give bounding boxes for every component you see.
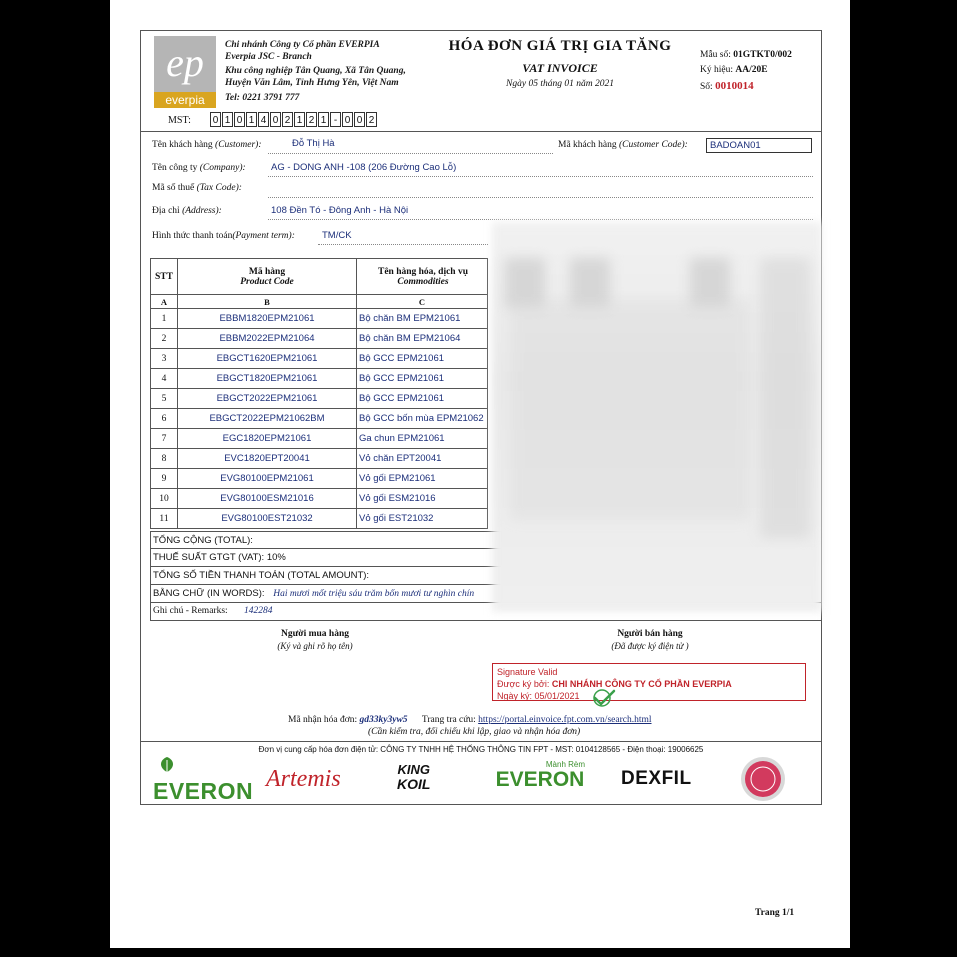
table-row [151,349,488,369]
left-black-border [0,0,110,957]
logo-mark: ep [166,40,204,85]
mst-digit: 1 [222,112,233,127]
company-label: Tên công ty (Company): [152,163,246,173]
cell-code: EBBM1820EPM21061 [178,309,357,329]
address-label: Địa chỉ (Address): [152,206,222,216]
page-number: Trang 1/1 [755,908,795,918]
mst-digit: - [330,112,341,127]
customer-code-label: Mã khách hàng (Customer Code): [558,140,688,150]
table-row [151,489,488,509]
dexfil-logo: DEXFIL [621,768,692,789]
cell-code: EBGCT1820EPM21061 [178,369,357,389]
mst-digit: 2 [282,112,293,127]
cell-name: Vỏ gối EPM21061 [357,469,488,489]
items-table [150,258,488,529]
signature-check-icon [590,688,616,708]
form-number [700,50,792,60]
everon-logo [153,756,254,804]
mst-digit: 0 [354,112,365,127]
redacted-spot [510,300,750,520]
lookup-note: (Cần kiểm tra, đối chiếu khi lập, giao và nhận hóa đơn) [368,727,581,737]
in-words-row: BẰNG CHỮ (IN WORDS): Hai mươi mốt triệu sáu trăm bốn mươi tư nghìn chín [150,585,822,603]
customer-label: Tên khách hàng (Customer): [152,140,262,150]
seller-address-1: Khu công nghiệp Tân Quang, Xã Tân Quang, [225,66,406,76]
number-value: 0010014 [715,80,754,92]
lookup-code: gd33ky3yw5 [359,715,408,725]
mst-label: MST: [168,115,191,126]
cell-code: EVG80100EST21032 [178,509,357,529]
cell-stt: 8 [151,449,178,469]
seller-sign-sub: (Đã được ký điện tử ) [611,641,689,651]
total-amount-row: TỔNG SỐ TIỀN THANH TOÁN (TOTAL AMOUNT): [150,567,502,585]
vat-row: THUẾ SUẤT GTGT (VAT): 10% [150,549,502,567]
mst-digit: 2 [366,112,377,127]
remarks-value: 142284 [244,606,273,616]
invoice-title: HÓA ĐƠN GIÁ TRỊ GIA TĂNG [448,38,672,54]
cell-name: Bộ GCC bốn mùa EPM21062 [357,409,488,429]
header-divider [140,131,822,132]
table-row [151,429,488,449]
col-letter-b: B [178,295,357,309]
lookup-url[interactable]: https://portal.einvoice.fpt.com.vn/search.html [478,715,652,725]
cell-name: Bộ GCC EPM21061 [357,349,488,369]
mst-digit: 1 [294,112,305,127]
cell-name: Vỏ gối EST21032 [357,509,488,529]
customer-line [268,153,553,154]
cell-code: EBGCT1620EPM21061 [178,349,357,369]
signed-date: Ngày ký: 05/01/2021 [497,691,580,701]
tax-code-line [268,197,813,198]
cell-stt: 11 [151,509,178,529]
mst-digit: 2 [306,112,317,127]
cell-code: EVG80100ESM21016 [178,489,357,509]
kingkoil-logo: KING KOIL [397,762,431,792]
cell-stt: 2 [151,329,178,349]
buyer-sign-sub: (Ký và ghi rõ họ tên) [277,641,353,651]
table-row [151,469,488,489]
cell-name: Vỏ chăn EPT20041 [357,449,488,469]
number-label: Số: [700,82,713,92]
mst-digit: 0 [270,112,281,127]
seller-sign-title: Người bán hàng [617,629,683,639]
signature-valid: Signature Valid [497,667,558,677]
header-stt: STT [151,259,178,295]
cell-code: EGC1820EPM21061 [178,429,357,449]
form-value: 01GTKT0/002 [733,50,792,60]
cell-stt: 6 [151,409,178,429]
mst-boxes [210,112,378,127]
everon-manhrem-logo: Mành Rèm EVERON [495,760,585,791]
company-line [268,176,813,177]
invoice-symbol [700,65,768,75]
header-commodities: Tên hàng hóa, dịch vụ Commodities [357,259,488,295]
cell-stt: 10 [151,489,178,509]
cell-name: Vỏ gối ESM21016 [357,489,488,509]
invoice-number [700,80,754,92]
address-line [268,219,813,220]
table-row [151,509,488,529]
customer-code-value: BADOAN01 [706,138,812,153]
cell-code: EVC1820EPT20041 [178,449,357,469]
cell-name: Ga chun EPM21061 [357,429,488,449]
bottom-black-border [0,948,957,957]
mst-digit: 0 [234,112,245,127]
payment-label: Hình thức thanh toán(Payment term): [152,231,295,241]
invoice-subtitle: VAT INVOICE [522,61,598,75]
table-row [151,409,488,429]
table-row [151,309,488,329]
cell-code: EVG80100EPM21061 [178,469,357,489]
form-label: Mẫu số: [700,50,731,60]
mst-digit: 0 [342,112,353,127]
col-letter-c: C [357,295,488,309]
einvoice-provider: Đơn vị cung cấp hóa đơn điện tử: CÔNG TY TNHH HỆ THỐNG THÔNG TIN FPT - MST: 0104128565 - Điện thoại: 19006625 [258,745,704,754]
cell-stt: 1 [151,309,178,329]
mst-digit: 0 [210,112,221,127]
seller-name-en: Everpia JSC - Branch [225,52,312,62]
footer-divider [140,741,822,742]
signed-by: Được ký bởi: CHI NHÁNH CÔNG TY CỔ PHẦN EVERPIA [497,679,732,689]
cell-stt: 4 [151,369,178,389]
cell-stt: 3 [151,349,178,369]
seller-address-2: Huyện Văn Lâm, Tỉnh Hưng Yên, Việt Nam [225,78,399,88]
address-value: 108 Đền Tó - Đông Anh - Hà Nội [271,205,409,216]
in-words-value: Hai mươi mốt triệu sáu trăm bốn mươi tư nghìn chín [273,589,475,599]
tax-code-label: Mã số thuế (Tax Code): [152,183,242,193]
cell-code: EBBM2022EPM21064 [178,329,357,349]
seller-phone: Tel: 0221 3791 777 [225,93,300,103]
symbol-label: Ký hiệu: [700,65,733,75]
digital-signature-box [492,663,806,701]
cell-name: Bộ chăn BM EPM21061 [357,309,488,329]
symbol-value: AA/20E [735,65,768,75]
company-value: AG - DONG ANH -108 (206 Đường Cao Lỗ) [271,162,457,173]
table-row [151,389,488,409]
table-row [151,449,488,469]
cell-code: EBGCT2022EPM21061 [178,389,357,409]
comfort-badge-icon [740,756,786,802]
buyer-sign-title: Người mua hàng [281,629,349,639]
mst-digit: 1 [318,112,329,127]
payment-line [318,244,488,245]
invoice-date: Ngày 05 tháng 01 năm 2021 [506,79,614,89]
everon-text: EVERON [153,778,254,804]
cell-stt: 9 [151,469,178,489]
cell-stt: 5 [151,389,178,409]
seller-name-vi: Chi nhánh Công ty Cổ phần EVERPIA [225,40,380,50]
table-row [151,329,488,349]
payment-value: TM/CK [322,230,352,241]
artemis-logo: Artemis [266,766,341,792]
header-product-code: Mã hàng Product Code [178,259,357,295]
cell-name: Bộ GCC EPM21061 [357,389,488,409]
cell-code: EBGCT2022EPM21062BM [178,409,357,429]
cell-name: Bộ GCC EPM21061 [357,369,488,389]
logo-word: everpia [154,92,216,108]
redacted-spot [760,258,810,538]
leaf-icon [153,756,243,774]
total-row: TỔNG CỘNG (TOTAL): [150,531,502,549]
table-row [151,369,488,389]
lookup-line: Mã nhận hóa đơn: gd33ky3yw5 Trang tra cứu: https://portal.einvoice.fpt.com.vn/search.html [288,715,652,725]
customer-value: Đỗ Thị Hà [292,138,335,149]
cell-name: Bộ chăn BM EPM21064 [357,329,488,349]
everpia-logo [154,36,216,108]
remarks-row: Ghi chú - Remarks: 142284 [150,603,822,621]
col-letter-a: A [151,295,178,309]
mst-digit: 4 [258,112,269,127]
table-bottom [150,620,822,621]
cell-stt: 7 [151,429,178,449]
right-black-border [850,0,957,957]
mst-digit: 1 [246,112,257,127]
